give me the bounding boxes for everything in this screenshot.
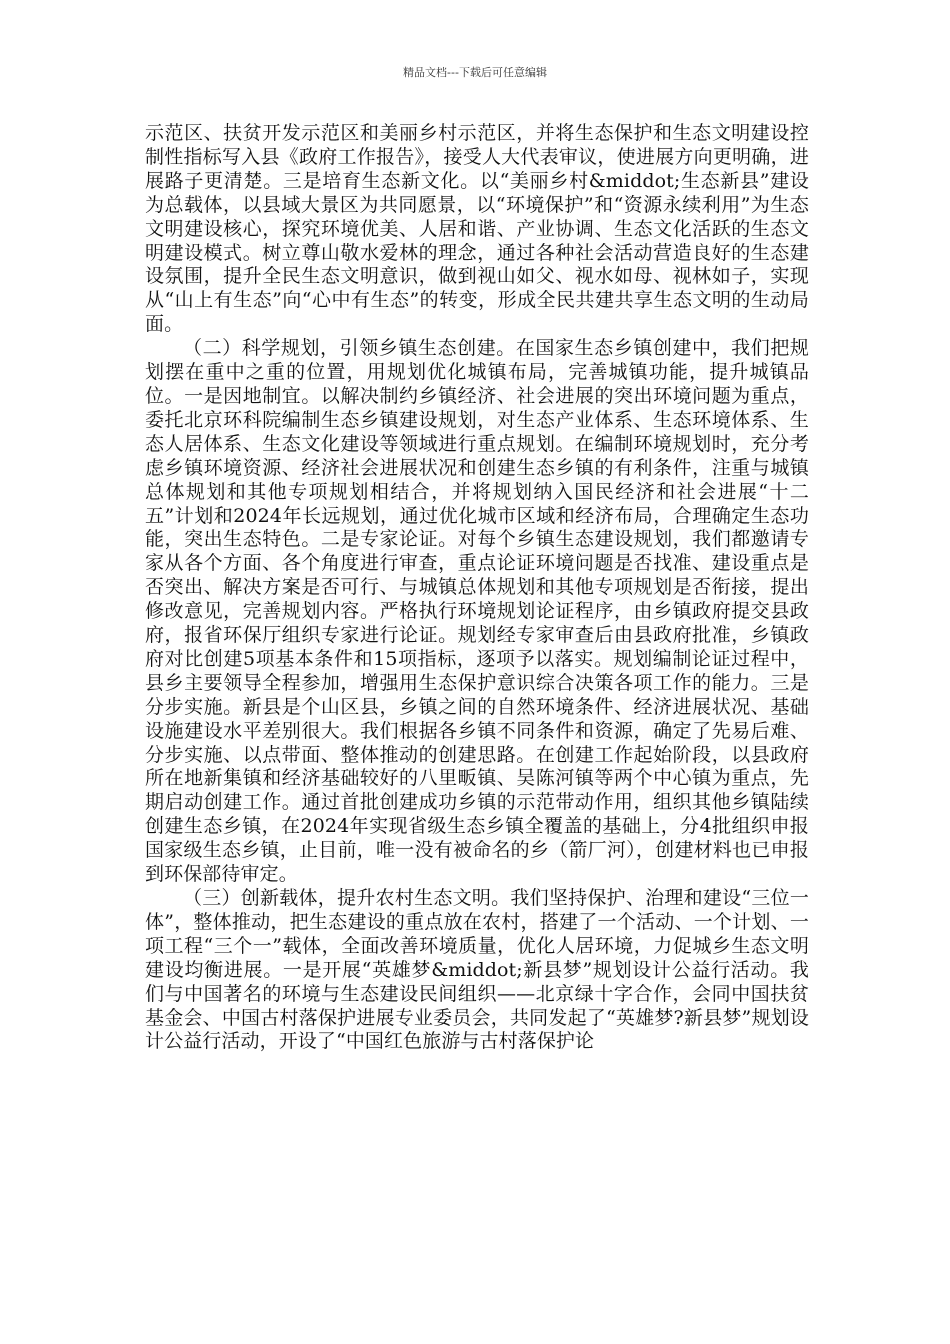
page-header: 精品文档---下载后可任意编辑 bbox=[403, 66, 547, 79]
paragraph-section-three: （三）创新载体，提升农村生态文明。我们坚持保护、治理和建设“三位一体”，整体推动，把生态建设的重点放在农村，搭建了一个活动、一个计划、一项工程“三个一”载体，全面改善环境质量，优化人居环境，力促城乡生态文明建设均衡进展。一是开展“英雄梦&middot;新县梦”规划设计公益行活动。我们与中国著名的环境与生态建设民间组织——北京绿十字合作，会同中国扶贫基金会、中国古村落保护进展专业委员会，共同发起了“英雄梦?新县梦”规划设计公益行活动，开设了“中国红色旅游与古村落保护论 bbox=[145, 887, 809, 1053]
document-body bbox=[145, 122, 809, 1054]
paragraph-section-two: （二）科学规划，引领乡镇生态创建。在国家生态乡镇创建中，我们把规划摆在重中之重的位置，用规划优化城镇布局，完善城镇功能，提升城镇品位。一是因地制宜。以解决制约乡镇经济、社会进展的突出环境问题为重点，委托北京环科院编制生态乡镇建设规划，对生态产业体系、生态环境体系、生态人居体系、生态文化建设等领域进行重点规划。在编制环境规划时，充分考虑乡镇环境资源、经济社会进展状况和创建生态乡镇的有利条件，注重与城镇总体规划和其他专项规划相结合，并将规划纳入国民经济和社会进展“十二五”计划和2024年长远规划，通过优化城市区域和经济布局，合理确定生态功能，突出生态特色。二是专家论证。对每个乡镇生态建设规划，我们都邀请专家从各个方面、各个角度进行审查，重点论证环境问题是否找准、建设重点是否突出、解决方案是否可行、与城镇总体规划和其他专项规划是否衔接，提出修改意见，完善规划内容。严格执行环境规划论证程序，由乡镇政府提交县政府，报省环保厅组织专家进行论证。规划经专家审查后由县政府批准，乡镇政府对比创建5项基本条件和15项指标，逐项予以落实。规划编制论证过程中，县乡主要领导全程参加，增强用生态保护意识综合决策各项工作的能力。三是分步实施。新县是个山区县，乡镇之间的自然环境条件、经济进展状况、基础设施建设水平差别很大。我们根据各乡镇不同条件和资源，确定了先易后难、分步实施、以点带面、整体推动的创建思路。在创建工作起始阶段，以县政府所在地新集镇和经济基础较好的八里畈镇、吴陈河镇等两个中心镇为重点，先期启动创建工作。通过首批创建成功乡镇的示范带动作用，组织其他乡镇陆续创建生态乡镇，在2024年实现省级生态乡镇全覆盖的基础上，分4批组织申报国家级生态乡镇，止目前，唯一没有被命名的乡（箭厂河），创建材料也已申报到环保部待审定。 bbox=[145, 337, 809, 886]
paragraph-continued: 示范区、扶贫开发示范区和美丽乡村示范区，并将生态保护和生态文明建设控制性指标写入县《政府工作报告》，接受人大代表审议，使进展方向更明确，进展路子更清楚。三是培育生态新文化。以“美丽乡村&middot;生态新县”建设为总载体，以县域大景区为共同愿景，以“环境保护”和“资源永续利用”为生态文明建设核心，探究环境优美、人居和谐、产业协调、生态文化活跃的生态文明建设模式。树立尊山敬水爱林的理念，通过各种社会活动营造良好的生态建设氛围，提升全民生态文明意识，做到视山如父、视水如母、视林如子，实现从“山上有生态”向“心中有生态”的转变，形成全民共建共享生态文明的生动局面。 bbox=[145, 122, 809, 336]
